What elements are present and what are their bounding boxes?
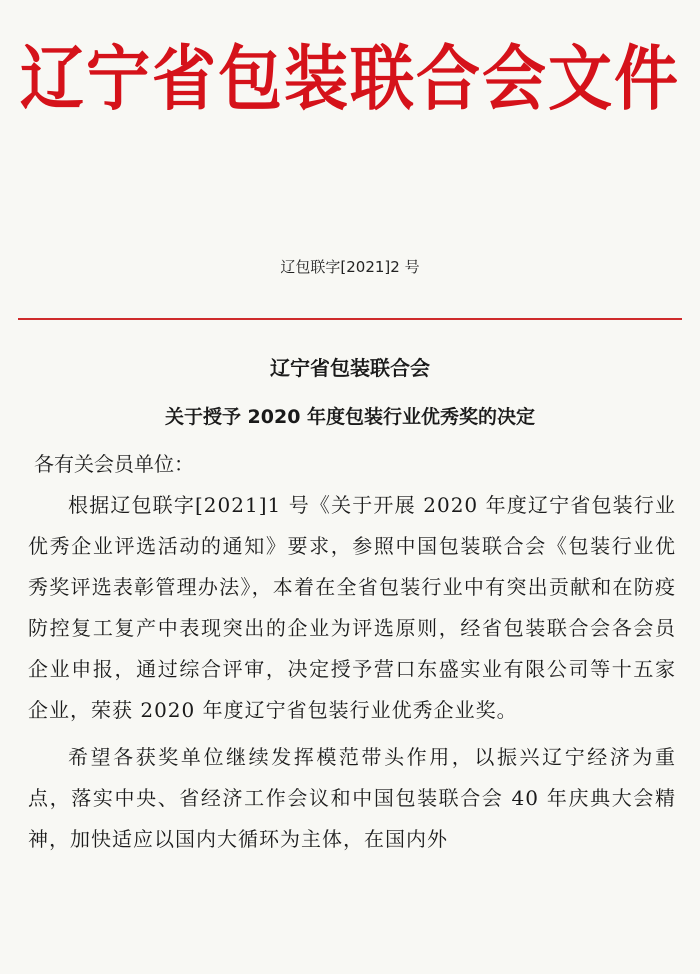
salutation: 各有关会员单位：: [34, 452, 194, 476]
document-number: 辽包联字[2021]2 号: [280, 258, 420, 276]
decision-title: 关于授予 2020 年度包装行业优秀奖的决定: [164, 406, 536, 428]
issuer-title: 辽宁省包装联合会: [270, 356, 430, 380]
body-paragraph-1: 根据辽包联字[2021]1 号《关于开展 2020 年度辽宁省包装行业优秀企业评选活动的通知》要求，参照中国包装联合会《包装行业优秀奖评选表彰管理办法》，本着在全省包装行业中有突出贡献和在防疫防控复工复产中表现突出的企业为评选原则，经省包装联合会各会员企业申报，通过综合评审，决定授予营口东盛实业有限公司等十五家企业，荣获 2020 年度辽宁省包装行业优秀企业奖。: [28, 493, 676, 722]
org-red-header: 辽宁省包装联合会文件: [20, 39, 680, 121]
red-divider-line: [18, 318, 682, 320]
document-body: [28, 444, 676, 860]
body-paragraph-2: 希望各获奖单位继续发挥模范带头作用，以振兴辽宁经济为重点，落实中央、省经济工作会议和中国包装联合会 40 年庆典大会精神，加快适应以国内大循环为主体，在国内外: [28, 745, 676, 851]
